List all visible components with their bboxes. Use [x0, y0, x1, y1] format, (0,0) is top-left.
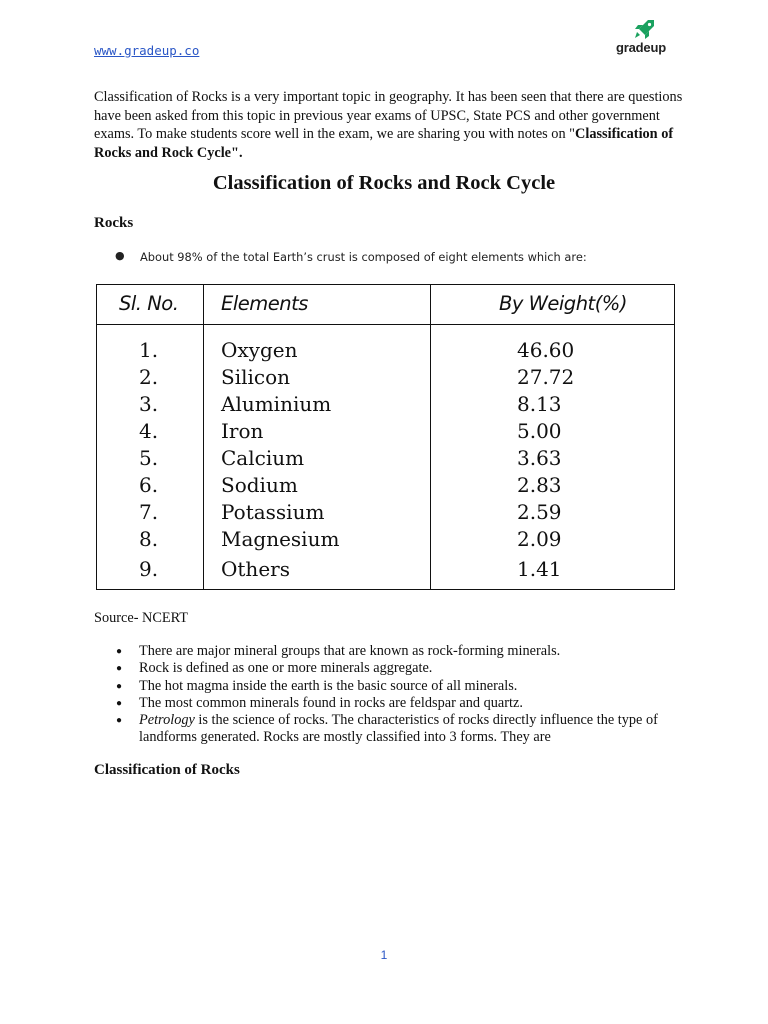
gradeup-logo [610, 18, 672, 56]
cell-weight: 8.13 [517, 392, 562, 416]
cell-sl-no: 8. [139, 527, 159, 551]
list-item [94, 643, 674, 660]
crust-bullet-text: About 98% of the total Earth’s crust is composed of eight elements which are: [140, 250, 587, 264]
list-item-text: is the science of rocks. The characteristics of rocks directly influence the type of landforms generated. Rocks are mostly classified into 3 forms. They are [139, 712, 658, 746]
section-heading-classification: Classification of Rocks [94, 762, 240, 778]
list-item-italic: Petrology [139, 712, 195, 729]
table-row [97, 337, 674, 364]
cell-element: Iron [221, 419, 264, 443]
cell-sl-no: 7. [139, 500, 159, 524]
cell-element: Oxygen [221, 338, 298, 362]
bullet-dot: ● [116, 697, 123, 709]
page-title: Classification of Rocks and Rock Cycle [212, 172, 556, 194]
bullet-dot: ● [116, 680, 123, 692]
cell-weight: 27.72 [517, 365, 575, 389]
source-note: Source- NCERT [94, 610, 189, 626]
intro-text: Classification of Rocks is a very important topic in geography. It has been seen that there are questions have been asked from this topic in previous year exams of UPSC, State PCS and other government exams. To make students score well in the exam, we are sharing you with notes on " [94, 89, 683, 142]
section-heading-rocks: Rocks [94, 215, 134, 231]
intro-paragraph [94, 88, 684, 162]
list-item [94, 678, 674, 695]
cell-weight: 3.63 [517, 446, 562, 470]
list-item-text: Rock is defined as one or more minerals aggregate. [139, 660, 433, 677]
rock-facts-list [94, 643, 674, 747]
cell-sl-no: 6. [139, 473, 159, 497]
cell-element: Sodium [221, 473, 298, 497]
rocket-icon [632, 18, 656, 40]
cell-sl-no: 3. [139, 392, 159, 416]
cell-element: Calcium [221, 446, 305, 470]
list-item [94, 695, 674, 712]
elements-table [96, 284, 675, 590]
bullet-dot: ● [116, 646, 123, 657]
table-row [97, 445, 674, 472]
header-website-link[interactable]: www.gradeup.co [94, 43, 200, 58]
cell-weight: 46.60 [517, 338, 575, 362]
table-header-rule [97, 324, 674, 325]
table-header-weight: By Weight(%) [499, 292, 627, 315]
cell-sl-no: 5. [139, 446, 159, 470]
cell-element: Aluminium [221, 392, 332, 416]
table-row [97, 418, 674, 445]
table-row [97, 556, 674, 583]
table-row [97, 364, 674, 391]
list-item-text: The most common minerals found in rocks are feldspar and quartz. [139, 694, 523, 711]
intro-bold-text: Classification of Rocks and Rock Cycle". [94, 126, 674, 161]
cell-element: Magnesium [221, 527, 340, 551]
cell-weight: 1.41 [517, 557, 562, 581]
list-item [94, 712, 674, 747]
bullet-dot: ● [115, 249, 125, 262]
table-row [97, 391, 674, 418]
table-header-elements: Elements [221, 292, 308, 315]
bullet-dot: ● [116, 663, 123, 675]
cell-weight: 2.83 [517, 473, 562, 497]
cell-element: Silicon [221, 365, 291, 389]
cell-weight: 5.00 [517, 419, 562, 443]
logo-wordmark: gradeup [616, 40, 666, 55]
cell-sl-no: 1. [139, 338, 159, 362]
cell-sl-no: 9. [139, 557, 159, 581]
table-row [97, 499, 674, 526]
table-row [97, 472, 674, 499]
bullet-dot: ● [116, 715, 123, 727]
cell-element: Potassium [221, 500, 325, 524]
table-header-sl-no: Sl. No. [119, 292, 179, 315]
cell-weight: 2.09 [517, 527, 562, 551]
list-item [94, 660, 674, 677]
cell-sl-no: 2. [139, 365, 159, 389]
page-number: 1 [380, 948, 388, 962]
list-item-text: The hot magma inside the earth is the basic source of all minerals. [139, 677, 518, 694]
cell-sl-no: 4. [139, 419, 159, 443]
list-item-text: There are major mineral groups that are known as rock-forming minerals. [139, 643, 561, 659]
cell-element: Others [221, 557, 290, 581]
cell-weight: 2.59 [517, 500, 562, 524]
table-row [97, 526, 674, 553]
